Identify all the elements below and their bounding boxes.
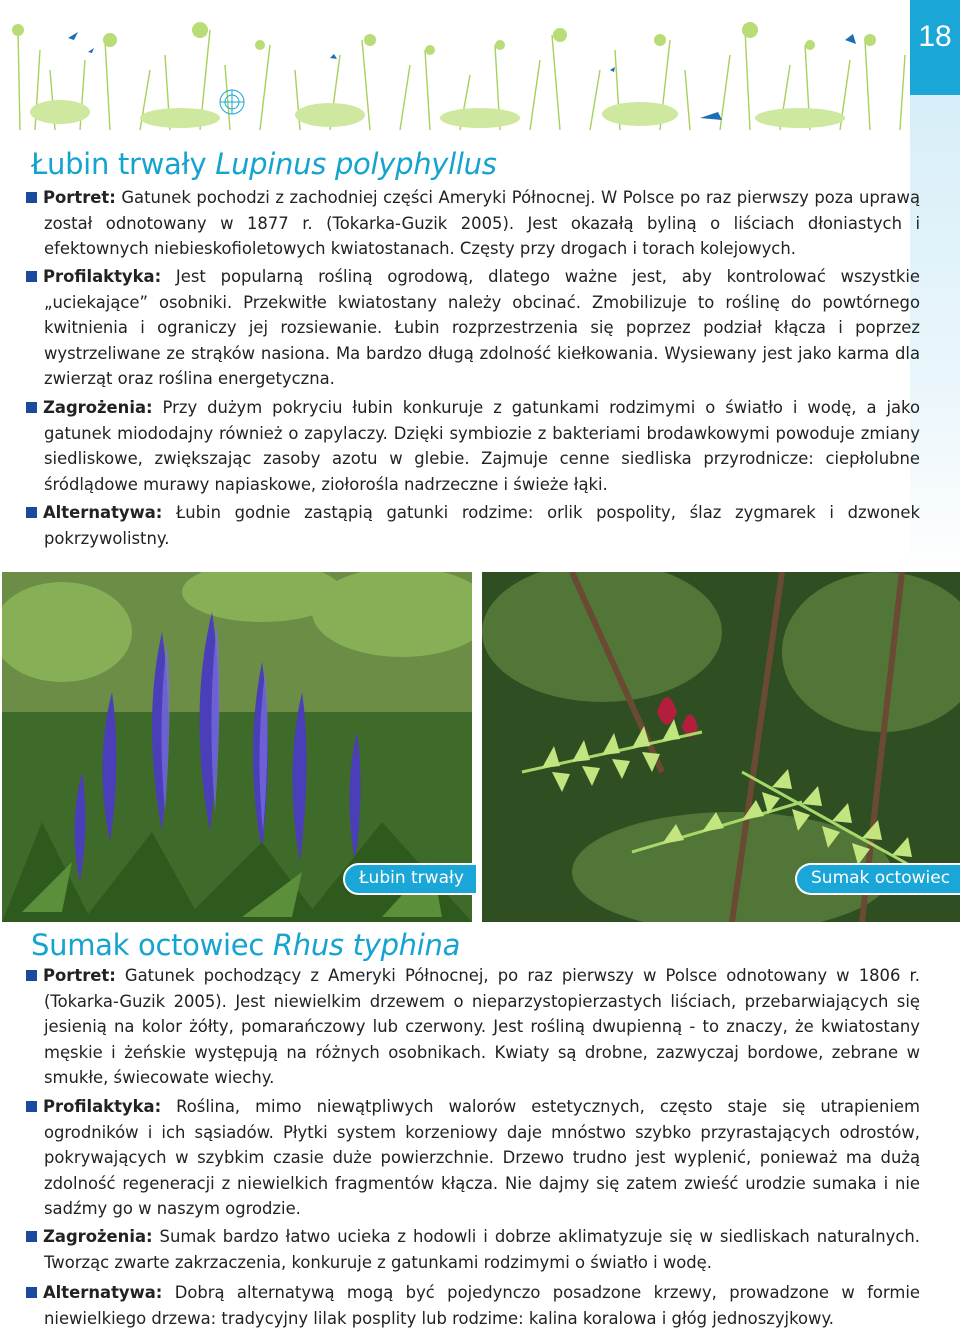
- title-plain: Sumak octowiec: [31, 928, 273, 962]
- bullet-icon: [26, 970, 37, 981]
- meadow-illustration: [0, 0, 910, 135]
- bullet-icon: [26, 1231, 37, 1242]
- paragraph-lead: Alternatywa:: [43, 503, 163, 522]
- bullet-icon: [26, 1101, 37, 1112]
- caption-lubin: Łubin trwały: [343, 863, 478, 895]
- page-number: 18: [918, 20, 952, 53]
- paragraph-lead: Zagrożenia:: [43, 1227, 153, 1246]
- bullet-icon: [26, 1287, 37, 1298]
- paragraph-text: Sumak bardzo łatwo ucieka z hodowli i dobrze aklimatyzuje się w siedliskach naturalnych. Tworząc zwarte zakrzaczenia, konkuruje z gatunkami rodzimymi o światło i wodę.: [44, 1227, 920, 1272]
- paragraph-text: Jest popularną rośliną ogrodową, dlatego ważne jest, aby kontrolować wszystkie „uciekające” osobniki. Przekwitłe kwiatostany należy obcinać. Zmobilizuje to roślinę do powtórnego kwitnienia i ograniczy jej rozsiewanie. Łubin rozprzestrzenia się poprzez podział kłącza i poprzez wystrzeliwane ze strąków nasiona. Ma bardzo długą zdolność kiełkowania. Wysiewany jest jako karma dla zwierząt oraz roślina energetyczna.: [44, 267, 920, 389]
- paragraph-profilaktyka-lubin: [26, 264, 920, 392]
- paragraph-lead: Profilaktyka:: [43, 1097, 162, 1116]
- paragraph-text: Przy dużym pokryciu łubin konkuruje z gatunkami rodzimymi o światło i wodę, a jako gatunek miododajny również o zapylaczy. Dzięki symbiozie z bakteriami brodawkowymi powoduje zmiany siedliskowe, zwiększając zasoby azotu w glebie. Zajmuje cenne siedliska przyrodnicze: ciepłolubne śródlądowe murawy napiaskowe, ziołorośla nadrzeczne i świeże łąki.: [44, 398, 920, 494]
- paragraph-text: Łubin godnie zastąpią gatunki rodzime: orlik pospolity, ślaz zygmarek i dzwonek pokrzywolistny.: [44, 503, 920, 548]
- paragraph-profilaktyka-sumak: [26, 1094, 920, 1222]
- paragraph-lead: Zagrożenia:: [43, 398, 153, 417]
- paragraph-alternatywa-sumak: [26, 1280, 920, 1331]
- paragraph-lead: Alternatywa:: [43, 1283, 163, 1302]
- paragraph-portret-sumak: [26, 963, 920, 1091]
- paragraph-text: Gatunek pochodzący z Ameryki Północnej, po raz pierwszy w Polsce odnotowany w 1806 r. (Tokarka-Guzik 2005). Jest niewielkim drzewem o nieparzystopierzastych liściach, przebarwiających się jesienią na kolor żółty, pomarańczowy lub czerwony. Jest rośliną dwupienną - to znaczy, że kwiatostany męskie i żeńskie występują na różnych osobnikach. Kwiaty są drobne, zazwyczaj bordowe, zebrane w smukłe, świecowate wiechy.: [44, 966, 920, 1088]
- paragraph-lead: Portret:: [43, 188, 116, 207]
- paragraph-alternatywa-lubin: [26, 500, 920, 551]
- paragraph-text: Dobrą alternatywą mogą być pojedynczo posadzone krzewy, prowadzone w formie niewielkiego drzewa: tradycyjny lilak posplity lub rodzime: kalina koralowa i głóg jednoszyjkowy.: [44, 1283, 920, 1328]
- bullet-icon: [26, 507, 37, 518]
- paragraph-zagrozenia-lubin: [26, 395, 920, 497]
- title-latin: Rhus typhina: [272, 928, 461, 962]
- bullet-icon: [26, 402, 37, 413]
- paragraph-portret-lubin: [26, 185, 920, 262]
- paragraph-lead: Profilaktyka:: [43, 267, 162, 286]
- paragraph-text: Roślina, mimo niewątpliwych walorów estetycznych, często staje się utrapieniem ogrodników i ich sąsiadów. Płytki system korzeniowy daje mnóstwo szybko przyrastających odrostów, pokrywających w szybkim czasie duże powierzchnie. Drzewo trudno jest wyplenić, ponieważ ma dużą zdolność regeneracji z niewielkich fragmentów kłącza. Nie dajmy się zatem zwieść urodzie sumaka i nie sadźmy go w naszym ogrodzie.: [44, 1097, 920, 1219]
- section-title-lubin: [31, 147, 497, 181]
- paragraph-zagrozenia-sumak: [26, 1224, 920, 1275]
- paragraph-text: Gatunek pochodzi z zachodniej części Ameryki Północnej. W Polsce po raz pierwszy poza uprawą został odnotowany w 1877 r. (Tokarka-Guzik 2005). Jest okazałą byliną o liściach dłoniastych i efektownych niebieskofioletowych kwiatostanach. Częsty przy drogach i torach kolejowych.: [44, 188, 920, 259]
- title-plain: Łubin trwały: [31, 147, 216, 181]
- bullet-icon: [26, 192, 37, 203]
- title-latin: Lupinus polyphyllus: [215, 147, 497, 181]
- section-title-sumak: [31, 928, 460, 962]
- bullet-icon: [26, 271, 37, 282]
- caption-sumak: Sumak octowiec: [795, 863, 960, 895]
- paragraph-lead: Portret:: [43, 966, 116, 985]
